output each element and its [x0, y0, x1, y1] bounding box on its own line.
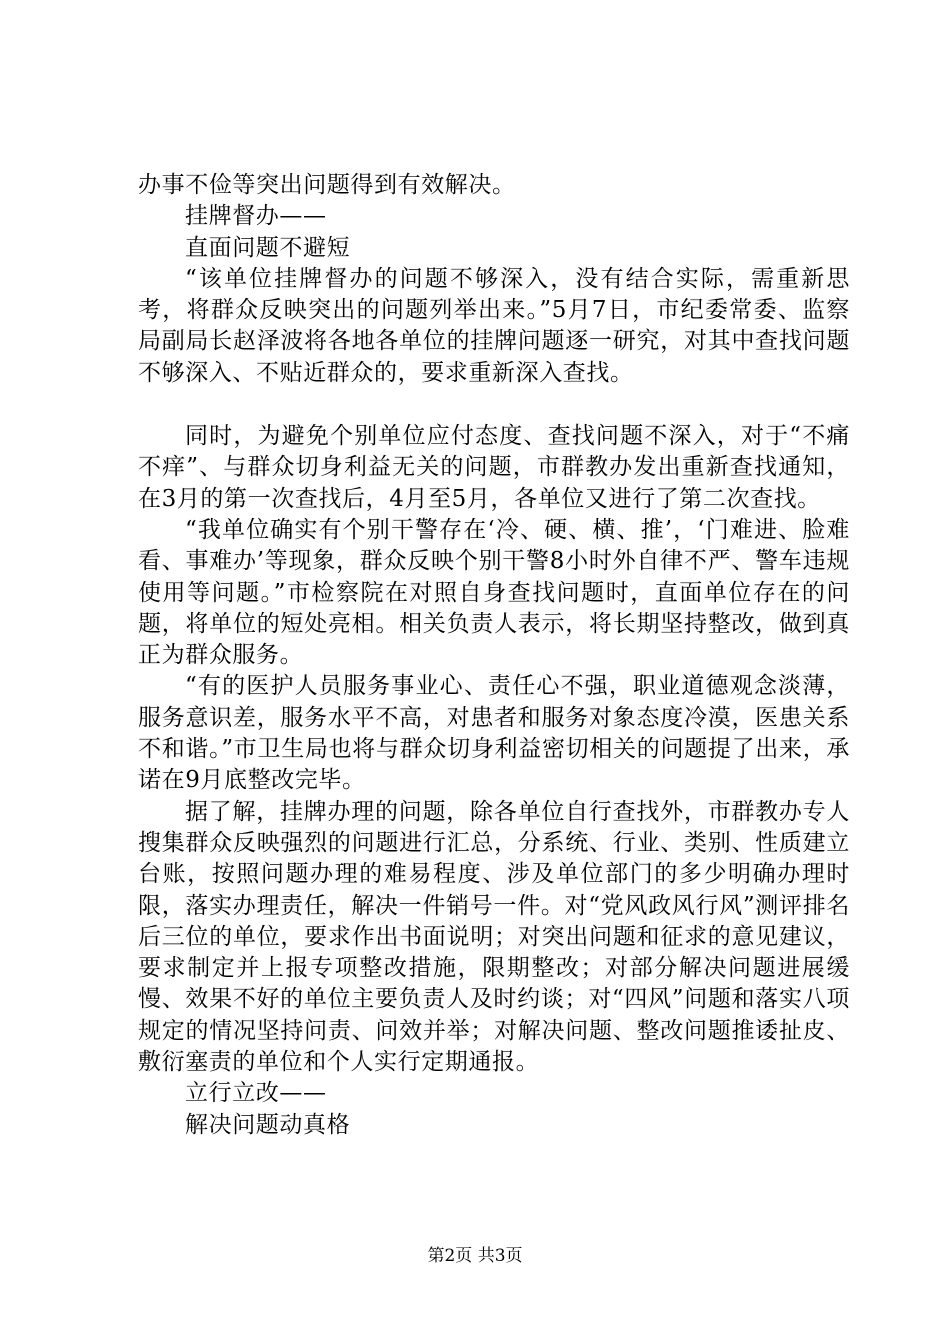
body-paragraph: 办事不俭等突出问题得到有效解决。: [138, 172, 516, 198]
page-number-footer: 第2页 共3页: [427, 1246, 523, 1266]
body-paragraph: “我单位确实有个别干警存在‘冷、硬、横、推’，‘门难进、脸难看、事难办’等现象，群众反映个别干警8小时外自律不严、警车违规使用等问题。”市检察院在对照自身查找问题时，直面单位存在的问题，将单位的短处亮相。相关负责人表示，将长期坚持整改，做到真正为群众服务。: [138, 516, 850, 669]
body-paragraph: 据了解，挂牌办理的问题，除各单位自行查找外，市群教办专人搜集群众反映强烈的问题进行汇总，分系统、行业、类别、性质建立台账，按照问题办理的难易程度、涉及单位部门的多少明确办理时限，落实办理责任，解决一件销号一件。对“党风政风行风”测评排名后三位的单位，要求作出书面说明；对突出问题和征求的意见建议，要求制定并上报专项整改措施，限期整改；对部分解决问题进展缓慢、效果不好的单位主要负责人及时约谈；对“四风”问题和落实八项规定的情况坚持问责、问效并举；对解决问题、整改问题推诿扯皮、敷衍塞责的单位和个人实行定期通报。: [138, 798, 850, 1076]
section-heading: 立行立改——: [185, 1080, 327, 1107]
body-paragraph: 同时，为避免个别单位应付态度、查找问题不深入，对于“不痛不痒”、与群众切身利益无关的问题，市群教办发出重新查找通知，在3月的第一次查找后，4月至5月，各单位又进行了第二次查找。: [138, 423, 850, 512]
body-paragraph: “该单位挂牌督办的问题不够深入，没有结合实际，需重新思考，将群众反映突出的问题列举出来。”5月7日，市纪委常委、监察局副局长赵泽波将各地各单位的挂牌问题逐一研究，对其中查找问题不够深入、不贴近群众的，要求重新深入查找。: [138, 265, 850, 386]
section-heading: 挂牌督办——: [185, 203, 327, 230]
section-subheading: 直面问题不避短: [185, 234, 351, 261]
document-body: [138, 170, 850, 1141]
section-subheading: 解决问题动真格: [185, 1111, 351, 1138]
body-paragraph: “有的医护人员服务事业心、责任心不强，职业道德观念淡薄，服务意识差，服务水平不高，对患者和服务对象态度冷漠，医患关系不和谐。”市卫生局也将与群众切身利益密切相关的问题提了出来，承诺在9月底整改完毕。: [138, 673, 850, 794]
